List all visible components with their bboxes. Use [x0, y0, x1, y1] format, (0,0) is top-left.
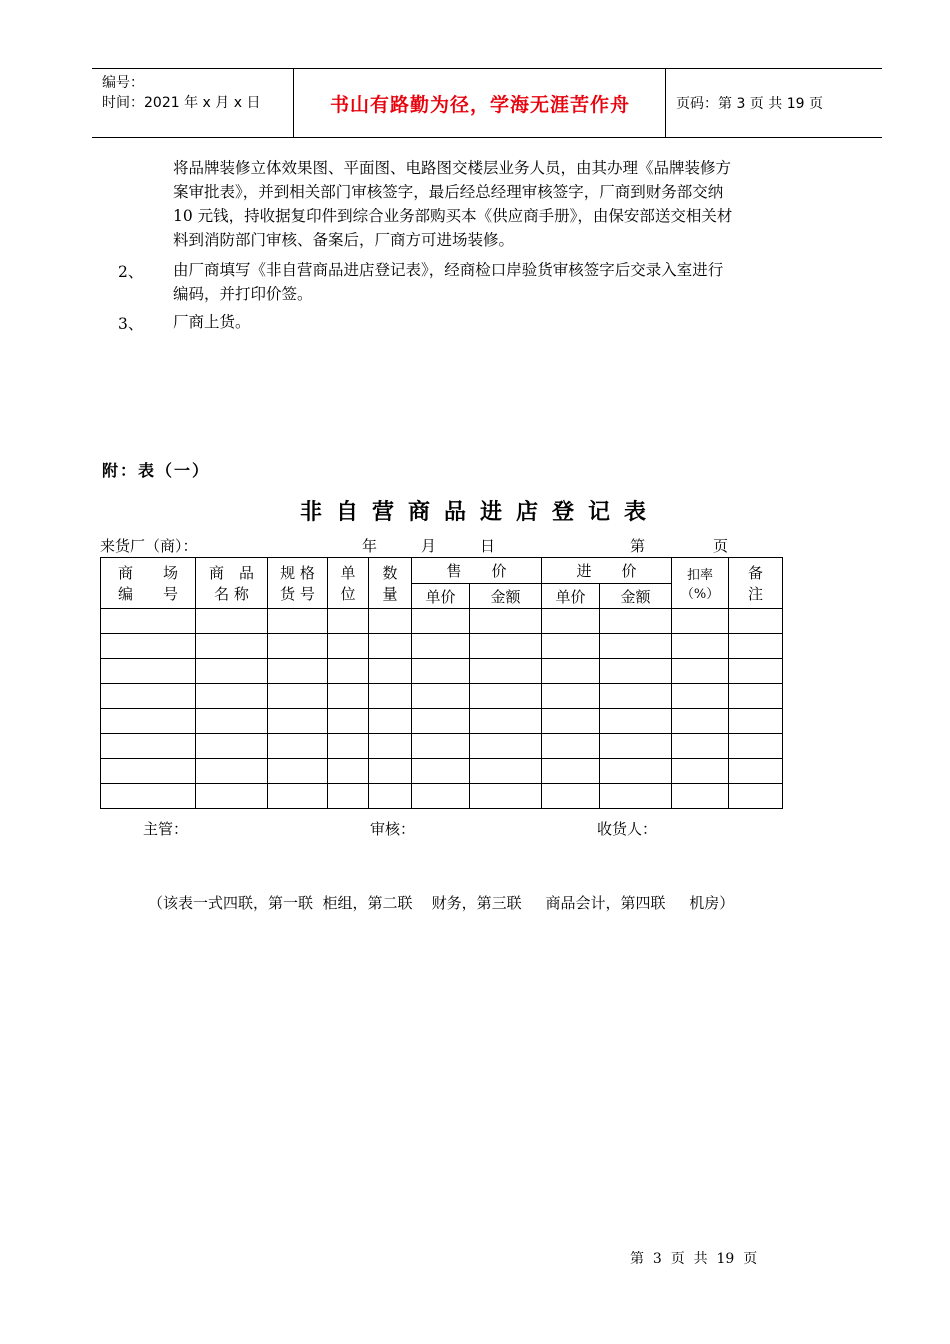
table-cell — [412, 684, 470, 709]
header-text: 商 场 — [117, 564, 178, 582]
header-text: 量 — [382, 585, 398, 603]
paragraph-line: 10 元钱，持收据复印件到综合业务部购买本《供应商手册》，由保安部送交相关材 — [173, 207, 733, 225]
header-text: 扣率 — [687, 568, 714, 583]
table-cell — [729, 609, 783, 634]
table-cell — [268, 659, 328, 684]
table-cell — [196, 634, 268, 659]
supervisor-label: 主管： — [143, 820, 189, 838]
header-text: 货 号 — [280, 585, 315, 603]
table-cell — [600, 709, 672, 734]
table-cell — [412, 734, 470, 759]
item-number: 2、 — [118, 263, 144, 281]
table-cell — [101, 734, 196, 759]
register-table — [100, 557, 783, 809]
table-cell — [196, 784, 268, 809]
supplier-label: 来货厂（商）： — [100, 537, 198, 555]
table-cell — [729, 759, 783, 784]
table-cell — [328, 684, 369, 709]
table-cell — [672, 734, 729, 759]
table-cell — [369, 659, 412, 684]
table-row — [101, 659, 783, 684]
table-cell — [672, 684, 729, 709]
table-cell — [470, 709, 542, 734]
table-cell — [672, 609, 729, 634]
table-row — [101, 609, 783, 634]
header-cell-qty — [369, 558, 412, 609]
page-footer: 第 3 页 共 19 页 — [630, 1251, 758, 1267]
table-cell — [369, 734, 412, 759]
table-cell — [600, 609, 672, 634]
item-number: 3、 — [118, 315, 144, 333]
document-header — [92, 68, 882, 138]
header-text: 商 品 — [208, 564, 254, 582]
table-cell — [470, 634, 542, 659]
table-cell — [268, 609, 328, 634]
table-cell — [101, 784, 196, 809]
table-cell — [470, 684, 542, 709]
header-cell-spec — [268, 558, 328, 609]
table-cell — [328, 784, 369, 809]
header-cell-unit — [328, 558, 369, 609]
header-text: 备 — [748, 564, 764, 582]
table-cell — [101, 634, 196, 659]
page-unit-label: 页 — [713, 537, 729, 555]
header-text: （%） — [680, 587, 720, 602]
table-cell — [196, 684, 268, 709]
table-cell — [196, 734, 268, 759]
month-label: 月 — [421, 537, 437, 555]
table-cell — [268, 734, 328, 759]
table-cell — [729, 734, 783, 759]
paragraph-line: 将品牌装修立体效果图、平面图、电路图交楼层业务人员，由其办理《品牌装修方 — [173, 159, 732, 177]
table-cell — [470, 784, 542, 809]
header-cell-discount — [672, 558, 729, 609]
header-cell-name — [196, 558, 268, 609]
header-cell-purchase-amount: 金额 — [600, 584, 672, 609]
header-cell-remark — [729, 558, 783, 609]
table-row — [101, 709, 783, 734]
table-cell — [470, 759, 542, 784]
table-cell — [412, 634, 470, 659]
table-cell — [369, 609, 412, 634]
table-cell — [412, 759, 470, 784]
table-row — [101, 759, 783, 784]
table-cell — [729, 784, 783, 809]
header-text: 编 号 — [117, 585, 178, 603]
header-cell-purchase-unit-price: 单价 — [542, 584, 600, 609]
reviewer-label: 审核： — [370, 820, 416, 838]
header-cell-code — [101, 558, 196, 609]
table-cell — [196, 609, 268, 634]
table-cell — [672, 759, 729, 784]
appendix-label: 附：表（一） — [102, 461, 211, 480]
paragraph-1 — [173, 156, 732, 252]
time-label: 时间：2021 年 x 月 x 日 — [102, 95, 261, 111]
table-cell — [369, 759, 412, 784]
table-cell — [729, 684, 783, 709]
header-text: 注 — [748, 585, 764, 603]
paragraph-line: 案审批表》，并到相关部门审核签字，最后经总经理审核签字，厂商到财务部交纳 — [173, 183, 724, 201]
table-cell — [600, 784, 672, 809]
header-cell-sale-unit-price: 单价 — [412, 584, 470, 609]
slogan: 书山有路勤为径，学海无涯苦作舟 — [329, 93, 630, 116]
header-text: 单 — [340, 564, 356, 582]
header-cell-sale-price: 售 价 — [412, 558, 542, 584]
year-label: 年 — [362, 537, 378, 555]
table-cell — [328, 759, 369, 784]
table-cell — [672, 634, 729, 659]
table-cell — [328, 634, 369, 659]
table-cell — [196, 659, 268, 684]
table-cell — [268, 709, 328, 734]
table-cell — [542, 659, 600, 684]
table-cell — [268, 784, 328, 809]
table-cell — [101, 609, 196, 634]
table-cell — [672, 659, 729, 684]
table-row — [101, 734, 783, 759]
header-text: 名 称 — [214, 585, 249, 603]
paragraph-line: 由厂商填写《非自营商品进店登记表》，经商检口岸验货审核签字后交录入室进行 — [173, 261, 724, 279]
table-cell — [412, 659, 470, 684]
table-cell — [101, 759, 196, 784]
table-row — [101, 684, 783, 709]
table-cell — [470, 734, 542, 759]
header-row — [101, 558, 783, 584]
table-cell — [470, 609, 542, 634]
table-cell — [268, 634, 328, 659]
form-note: （该表一式四联，第一联 柜组，第二联 财务，第三联 商品会计，第四联 机房） — [148, 894, 735, 912]
table-cell — [196, 709, 268, 734]
table-cell — [729, 659, 783, 684]
header-text: 规 格 — [280, 564, 315, 582]
table-cell — [542, 734, 600, 759]
header-left — [102, 73, 260, 113]
header-text: 位 — [340, 585, 356, 603]
header-text: 数 — [382, 564, 398, 582]
table-cell — [600, 759, 672, 784]
table-cell — [542, 634, 600, 659]
table-cell — [369, 784, 412, 809]
table-cell — [268, 684, 328, 709]
table-cell — [369, 684, 412, 709]
header-cell-sale-amount: 金额 — [470, 584, 542, 609]
paragraph-line: 料到消防部门审核、备案后，厂商方可进场装修。 — [173, 231, 515, 249]
table-cell — [328, 734, 369, 759]
table-cell — [412, 609, 470, 634]
table-cell — [369, 634, 412, 659]
table-cell — [542, 759, 600, 784]
table-row — [101, 784, 783, 809]
receiver-label: 收货人： — [597, 820, 658, 838]
number-label: 编号： — [102, 75, 144, 91]
item-3-text — [173, 310, 251, 334]
table-cell — [672, 784, 729, 809]
table-cell — [542, 684, 600, 709]
table-row — [101, 634, 783, 659]
page-info: 页码：第 3 页 共 19 页 — [676, 96, 823, 112]
table-body — [101, 609, 783, 809]
table-cell — [328, 659, 369, 684]
table-cell — [101, 709, 196, 734]
table-cell — [328, 609, 369, 634]
table-cell — [369, 709, 412, 734]
table-cell — [542, 784, 600, 809]
form-title: 非自营商品进店登记表 — [299, 499, 660, 525]
item-2-text — [173, 258, 723, 306]
table-cell — [600, 634, 672, 659]
table-cell — [542, 709, 600, 734]
table-cell — [729, 634, 783, 659]
header-cell-purchase-price: 进 价 — [542, 558, 672, 584]
table-cell — [196, 759, 268, 784]
table-cell — [600, 659, 672, 684]
table-cell — [600, 734, 672, 759]
table-cell — [101, 684, 196, 709]
table-cell — [412, 784, 470, 809]
table-cell — [542, 609, 600, 634]
table-cell — [470, 659, 542, 684]
table-cell — [412, 709, 470, 734]
table-cell — [268, 759, 328, 784]
day-label: 日 — [480, 537, 496, 555]
paragraph-line: 厂商上货。 — [173, 313, 251, 331]
page-no-label: 第 — [630, 537, 646, 555]
table-cell — [101, 659, 196, 684]
table-cell — [729, 709, 783, 734]
table-cell — [328, 709, 369, 734]
table-cell — [672, 709, 729, 734]
paragraph-line: 编码，并打印价签。 — [173, 285, 313, 303]
table-cell — [600, 684, 672, 709]
